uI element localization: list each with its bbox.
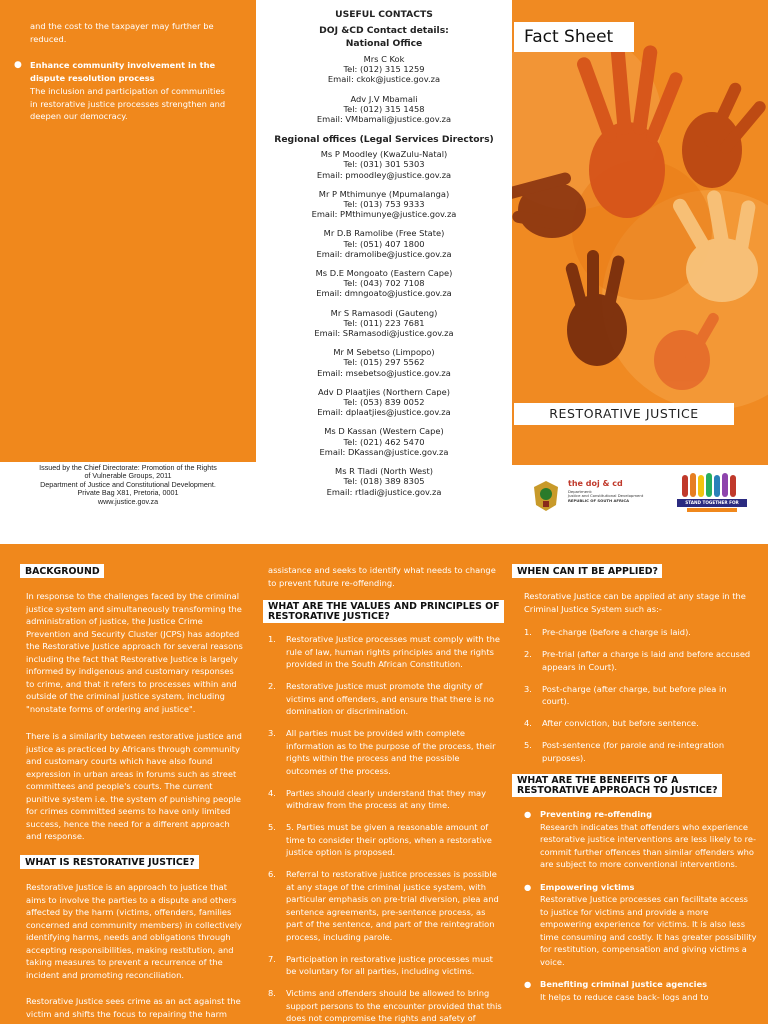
sheet-gap (0, 520, 768, 544)
list-text: Pre-charge (before a charge is laid). (542, 627, 691, 637)
contact-email: Email: PMthimunye@justice.gov.za (311, 209, 457, 220)
benefit-title-text: Benefiting criminal justice agencies (540, 979, 708, 989)
coat-of-arms-icon (532, 479, 560, 513)
contact-name: Ms D.E Mongoato (Eastern Cape) (315, 268, 453, 279)
list-text: Post-charge (after charge, but before plea in court). (542, 683, 727, 706)
when-heading: WHEN CAN IT BE APPLIED? (512, 564, 662, 578)
list-text: Restorative Justice must promote the dignity of victims and offenders, and ensure that there is no domination or discrimination. (286, 681, 494, 716)
list-item (524, 683, 754, 708)
national-office-heading: National Office (345, 38, 423, 49)
values-list (268, 633, 502, 1024)
panel-contacts (256, 0, 512, 520)
contact-name: Adv D Plaatjies (Northern Cape) (318, 386, 450, 397)
rights-logo-stripe (687, 508, 737, 512)
list-item (268, 821, 502, 859)
bullet-dot-icon: ● (524, 881, 532, 892)
doj-logo-text: the doj & cd (568, 479, 623, 488)
contact-tel: Tel: (043) 702 7108 (343, 278, 425, 289)
benefits-heading-line: RESTORATIVE APPROACH TO JUSTICE? (517, 785, 718, 796)
list-item (268, 868, 502, 943)
list-item (524, 648, 754, 673)
list-number: 2. (268, 681, 276, 691)
contact-entry (256, 54, 512, 85)
rights-logo-text: STAND TOGETHER FOR (677, 499, 747, 507)
benefit-item (524, 808, 758, 871)
contact-name: Adv J.V Mbamali (350, 93, 418, 104)
background-paragraph: There is a similarity between restorative justice and justice as practiced by Africans through community and customary courts which have also found expression in urban areas in forums such as street committees and people's courts. The current punitive system i.e. the system of punishing people for crimes committed seems to have only limited success, hence the need for a different approach and response. (26, 731, 242, 841)
regional-contacts (256, 149, 512, 496)
contact-tel: Tel: (018) 389 8305 (343, 476, 425, 487)
benefit-title (524, 881, 758, 894)
contact-name: Mrs C Kok (363, 54, 405, 64)
list-text: Participation in restorative justice processes must be voluntary for all parties, including victims. (286, 953, 493, 976)
contact-entry (256, 466, 512, 497)
bullet-dot-icon: ● (524, 979, 532, 989)
benefits-heading-line: WHAT ARE THE BENEFITS OF A (517, 775, 679, 786)
contact-entry (256, 228, 512, 259)
values-lead: assistance and seeks to identify what needs to change to prevent future re-offending. (268, 565, 496, 588)
contact-email: Email: pmoodley@justice.gov.za (316, 169, 452, 180)
contacts-subheading: DOJ &CD Contact details: (319, 25, 449, 36)
list-number: 3. (268, 728, 276, 738)
benefits-list (524, 808, 758, 1013)
what-is-paragraph: Restorative Justice sees crime as an act against the victim and shifts the focus to repairing the harm (26, 996, 241, 1019)
benefit-text: Research indicates that offenders who experience restorative justice interventions are less likely to re-commit further offences than similar offenders who are subject to more conventional interventions. (540, 821, 757, 869)
bullet-heading: Enhance community involvement in the dispute resolution process (30, 60, 216, 83)
doj-sub-line: Justice and Constitutional Development (568, 493, 644, 499)
list-text: Referral to restorative justice processes is possible at any stage of the criminal justice system, with particular emphasis on pre-trial diversion, plea and sentence agreements, pre-sentence process, as part of the sentence, and part of the reintegration process, including parole. (286, 869, 499, 942)
contact-name: Ms D Kassan (Western Cape) (324, 426, 444, 437)
doj-sub-line: Department: (568, 489, 593, 494)
list-number: 4. (268, 787, 276, 798)
list-text: Restorative Justice processes must comply with the rule of law, human rights principles and the rights provided in the South African Constitution. (286, 634, 500, 669)
list-text: All parties must be provided with complete information as to the purpose of the process, their rights within the process and the possible outcomes of the process. (286, 728, 496, 776)
contact-email: Email: ckok@justice.gov.za (327, 74, 441, 85)
contact-name: Mr S Ramasodi (Gauteng) (330, 307, 438, 318)
list-number: 5. (524, 740, 532, 750)
list-number: 7. (268, 953, 276, 964)
contact-email: Email: dramolibe@justice.gov.za (316, 248, 452, 259)
continuation-text: and the cost to the taxpayer may further be reduced. (30, 21, 214, 44)
list-item (524, 626, 754, 639)
contact-name: Mr D.B Ramolibe (Free State) (323, 228, 445, 239)
list-item (268, 953, 502, 978)
list-item (268, 633, 502, 671)
list-text: After conviction, but before sentence. (542, 718, 699, 728)
contact-email: Email: msebetso@justice.gov.za (317, 367, 451, 378)
national-contacts (256, 54, 512, 124)
list-item (268, 680, 502, 718)
bullet-dot-icon: ● (14, 60, 22, 70)
contact-entry (256, 308, 512, 339)
contact-tel: Tel: (051) 407 1800 (343, 238, 425, 249)
contact-tel: Tel: (031) 301 5303 (343, 159, 425, 170)
contact-name: Ms R Tladi (North West) (335, 466, 433, 477)
issued-line: Private Bag X81, Pretoria, 0001 (77, 488, 179, 498)
benefit-title-text: Empowering victims (540, 881, 635, 892)
list-number: 1. (268, 634, 276, 644)
doj-logo-sub (568, 490, 643, 503)
values-heading (263, 600, 504, 623)
background-heading: BACKGROUND (20, 564, 104, 578)
cover-title: RESTORATIVE JUSTICE (514, 403, 734, 425)
list-number: 2. (524, 649, 532, 659)
contact-tel: Tel: (012) 315 1259 (343, 64, 425, 75)
contact-email: Email: dplaatjies@justice.gov.za (317, 407, 451, 418)
benefit-title (524, 808, 758, 821)
contact-tel: Tel: (021) 462 5470 (343, 436, 425, 447)
contact-name: Ms P Moodley (KwaZulu-Natal) (320, 149, 448, 160)
background-paragraph: In response to the challenges faced by the criminal justice system and simultaneously transforming the administration of justice, the Justice Crime Prevention and Security Cluster (JCPS) has adopted the Restorative Justice approach for several reasons including the fact that Restorative Justice is largely informed by indigenous and customary responses to crime, and that it refers to processes within and outside of the criminal justice system, including "nonstate forms of ordering and justice". (26, 591, 243, 714)
cover-image (512, 0, 768, 465)
contact-email: Email: rtladi@justice.gov.za (326, 486, 442, 497)
contacts-heading: USEFUL CONTACTS (335, 9, 433, 20)
doj-sub-line: REPUBLIC OF SOUTH AFRICA (568, 497, 630, 503)
contact-entry (256, 268, 512, 299)
benefit-title (524, 978, 758, 991)
contact-entry (256, 347, 512, 378)
when-list (524, 626, 754, 774)
rights-figures-icon (680, 471, 744, 499)
contact-tel: Tel: (013) 753 9333 (343, 199, 425, 210)
contact-entry (256, 149, 512, 180)
issued-line: Department of Justice and Constitutional Development. (40, 479, 216, 489)
bullet-text: The inclusion and participation of communities in restorative justice processes strengthen and deepen our democracy. (30, 86, 226, 121)
list-item (268, 787, 502, 812)
contact-tel: Tel: (011) 223 7681 (343, 317, 425, 328)
when-intro: Restorative Justice can be applied at any stage in the Criminal Justice System such as:- (524, 591, 746, 614)
benefit-title-text: Preventing re-offending (540, 809, 653, 819)
list-text: Pre-trial (after a charge is laid and before accused appears in Court). (542, 649, 751, 672)
benefits-heading (512, 774, 722, 797)
contact-entry (256, 94, 512, 125)
contact-email: Email: SRamasodi@justice.gov.za (314, 328, 454, 339)
what-is-heading: WHAT IS RESTORATIVE JUSTICE? (20, 855, 199, 869)
contact-name: Mr M Sebetso (Limpopo) (333, 347, 435, 358)
contact-tel: Tel: (015) 297 5562 (343, 357, 425, 368)
list-number: 8. (268, 988, 276, 998)
contact-email: Email: dmngoato@justice.gov.za (316, 288, 452, 299)
issued-line: Issued by the Chief Directorate: Promotion of the Rights (39, 463, 217, 472)
list-text: 5. Parties must be given a reasonable amount of time to consider their options, when a restorative justice option is proposed. (286, 822, 492, 857)
contact-entry (256, 426, 512, 457)
inside-sheet (0, 544, 768, 1024)
values-heading-line: RESTORATIVE JUSTICE? (268, 611, 390, 622)
list-number: 5. (268, 822, 276, 832)
regional-heading: Regional offices (Legal Services Directors) (274, 134, 494, 146)
benefit-text: Restorative Justice processes can facilitate access to justice for victims and provide a more empowering experience for victims. It is also less time consuming and costly. It has greater possibility for restitution, compensation and giving victims a voice. (540, 894, 757, 967)
contact-entry (256, 189, 512, 220)
issued-by (0, 464, 256, 506)
contact-email: Email: DKassan@justice.gov.za (319, 446, 449, 457)
what-is-paragraph: Restorative Justice is an approach to justice that aims to involve the parties to a dispute and others affected by the harm (victims, offenders, families concerned and community members) in collectively identifying harms, needs and obligations through accepting responsibilities, making restitution, and taking measures to prevent a recurrence of the incident and promoting reconciliation. (26, 882, 242, 980)
contact-name: Mr P Mthimunye (Mpumalanga) (318, 188, 450, 199)
panel-left (0, 0, 256, 462)
issued-website: www.justice.gov.za (97, 496, 159, 506)
list-number: 3. (524, 683, 532, 694)
contact-email: Email: VMbamali@justice.gov.za (316, 114, 452, 125)
fact-sheet-label: Fact Sheet (514, 22, 634, 52)
logos-bar (512, 465, 768, 520)
list-number: 1. (524, 627, 532, 637)
list-item (524, 739, 754, 764)
list-text: Parties should clearly understand that they may withdraw from the process at any time. (286, 787, 487, 810)
hands-illustration (512, 0, 768, 465)
list-item (268, 987, 502, 1024)
list-number: 6. (268, 869, 276, 879)
benefit-item (524, 881, 758, 969)
benefit-text: It helps to reduce case back- logs and to (540, 991, 709, 1002)
values-heading-line: WHAT ARE THE VALUES AND PRINCIPLES OF (268, 601, 500, 612)
list-item (524, 717, 754, 730)
benefit-item (524, 978, 758, 1003)
list-number: 4. (524, 718, 532, 728)
contact-tel: Tel: (012) 315 1458 (343, 103, 425, 114)
contact-tel: Tel: (053) 839 0052 (343, 397, 425, 408)
contact-entry (256, 387, 512, 418)
bullet-dot-icon: ● (524, 809, 532, 819)
list-text: Post-sentence (for parole and re-integration purposes). (542, 740, 725, 763)
community-bullet (14, 59, 234, 123)
list-text: Victims and offenders should be allowed to bring support persons to the encounter provided that this does not compromise the rights and safety of (286, 988, 502, 1023)
list-item (268, 727, 502, 777)
issued-line: of Vulnerable Groups, 2011 (84, 471, 172, 481)
